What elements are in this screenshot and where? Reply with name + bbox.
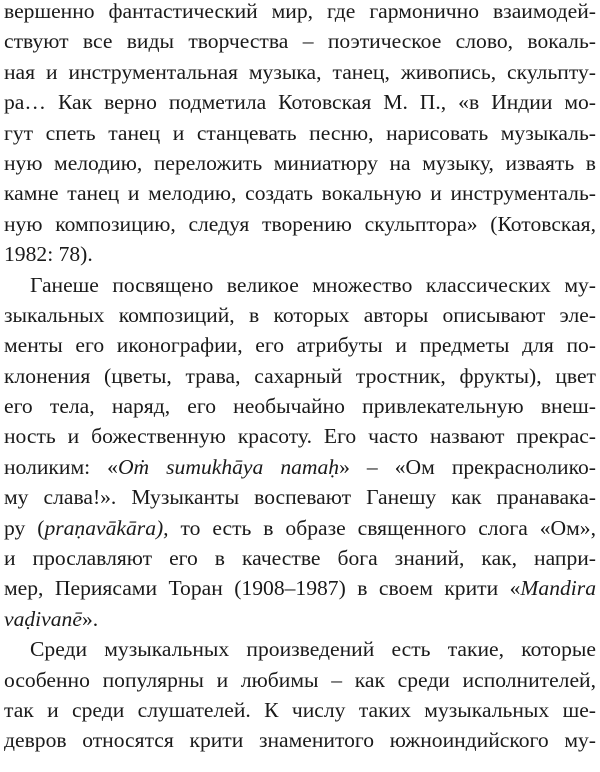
text-line [4,573,596,603]
text-line [4,725,596,755]
text-segment: особенно популярны и любимы – как среди исполнителей, [4,667,596,692]
text-line [4,604,596,634]
text-line [4,695,596,725]
text-segment: девров относятся крити знаменитого южноиндийского му- [4,728,596,753]
text-segment: ная и инструментальная музыка, танец, живопись, скульпту- [4,59,596,84]
text-segment: ную композицию, следуя творению скульптора» (Котовская, [4,211,596,236]
text-segment: » – «Ом прекраснолико- [339,454,596,479]
text-segment: гут спеть танец и станцевать песню, нарисовать музыкаль- [4,120,596,145]
text-segment: вершенно фантастический мир, где гармонично взаимодей- [4,0,596,23]
text-line [4,513,596,543]
text-line [4,421,596,451]
text-segment: ». [81,606,99,631]
text-line [4,361,596,391]
text-segment: Среди музыкальных произведений есть такие, которые [30,637,596,662]
text-line [4,87,596,117]
text-segment: то есть в образе священного слога «Ом», [168,515,596,540]
text-line [4,118,596,148]
text-segment: ную мелодию, переложить миниатюру на музыку, изваять в [4,150,596,175]
text-line [4,239,596,269]
italic-text: Oṁ sumukhāya namaḥ [117,454,340,479]
text-line [4,148,596,178]
text-line [4,57,596,87]
text-line [4,482,596,512]
text-segment: камне танец и мелодию, создать вокальную и инструменталь- [4,181,596,206]
text-line [4,0,596,26]
text-line [4,270,596,300]
text-segment: так и среди слушателей. К числу таких музыкальных ше- [4,697,596,722]
text-line [4,543,596,573]
text-segment: его тела, наряд, его необычайно привлекательную внеш- [4,394,596,419]
text-segment: ность и божественную красоту. Его часто назвают прекрас- [4,424,596,449]
document-page [4,0,596,756]
text-segment: зыкальных композиций, в которых авторы описывают эле- [4,302,596,327]
text-segment: Ганеше посвящено великое множество классических му- [30,272,596,297]
text-segment: 1982: 78). [4,242,93,267]
text-line [4,209,596,239]
text-segment: ноликим: « [4,454,118,479]
italic-text: praṇavākāra), [44,515,169,540]
text-line [4,634,596,664]
text-line [4,330,596,360]
text-segment: му слава!». Музыканты воспевают Ганешу как пранавака- [4,485,596,510]
text-line [4,300,596,330]
text-segment: ствуют все виды творчества – поэтическое слово, вокаль- [4,29,596,54]
text-segment: ру ( [4,515,45,540]
text-line [4,178,596,208]
text-line [4,26,596,56]
italic-text: Mandira [520,576,596,601]
text-segment: и прославляют его в качестве бога знаний, как, напри- [4,546,596,571]
text-line [4,665,596,695]
text-line [4,452,596,482]
text-segment: ра… Как верно подметила Котовская М. П., «в Индии мо- [4,90,596,115]
text-line [4,391,596,421]
text-segment: клонения (цветы, трава, сахарный тростник, фрукты), цвет [4,363,596,388]
italic-text: vaḍivanē [4,606,82,631]
text-segment: мер, Периясами Торан (1908–1987) в своем крити « [4,576,521,601]
text-segment: менты его иконографии, его атрибуты и предметы для по- [4,333,596,358]
